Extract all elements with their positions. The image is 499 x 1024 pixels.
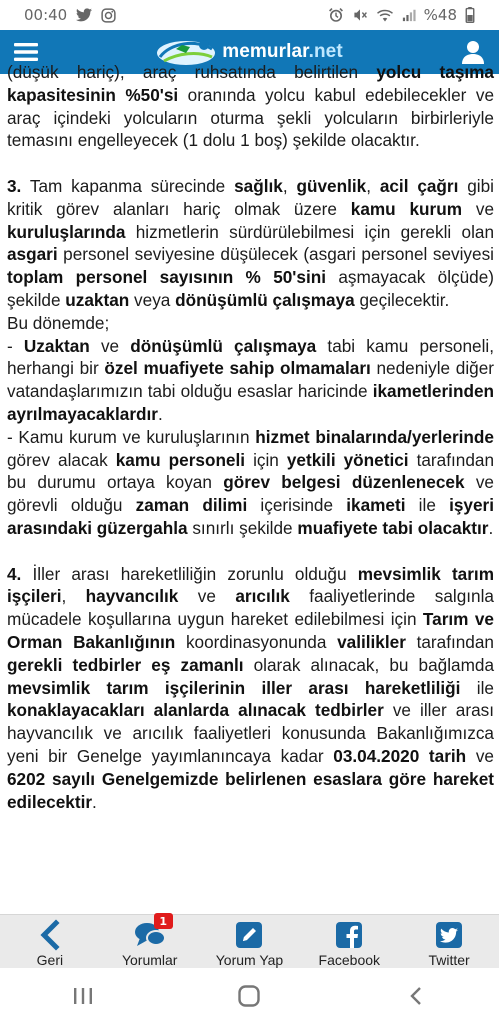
bold-text: ikameti: [346, 495, 406, 516]
text: veya: [129, 289, 176, 310]
alarm-icon: [328, 7, 344, 23]
text: (düşük hariç), araç ruhsatında belirtilen: [7, 62, 377, 82]
bold-text: 03.04.2020 tarih: [333, 745, 467, 766]
bold-text: dönüşümlü çalışmaya: [175, 289, 355, 310]
text: aşmayacak ölçüde) şekilde: [7, 267, 495, 310]
text: nedeniyle diğer vatandaşlarımızın tabi olduğu esaslar haricinde: [7, 358, 494, 402]
nav-comments-button[interactable]: [100, 915, 200, 969]
text: .: [92, 791, 97, 812]
text: hizmetlerin sürdürülebilmesi için gerekli olan: [125, 221, 494, 242]
nav-facebook-button[interactable]: [299, 915, 399, 969]
battery-icon: [465, 7, 475, 23]
bold-text: kamu kurum: [350, 198, 463, 219]
text: .: [157, 403, 163, 424]
article-content: [7, 61, 494, 836]
status-time: 00:40: [24, 6, 68, 24]
article-paragraph: [7, 335, 494, 426]
text: ve: [89, 335, 131, 356]
hamburger-menu-icon: [14, 42, 38, 62]
bold-text: özel muafiyete sahip olmamaları: [104, 358, 371, 379]
text: görev alacak: [7, 449, 116, 470]
bold-text: dönüşümlü çalışmaya: [130, 335, 317, 356]
bold-text: ikametlerinden ayrılmayacaklardır: [7, 381, 494, 424]
bold-text: işyeri arasındaki güzergahla: [7, 495, 495, 538]
text: sınırlı şekilde: [187, 517, 298, 538]
bold-text: mevsimlik tarım işçilerinin iller arası hareketliliği: [7, 677, 461, 698]
bold-text: yetkili yönetici: [286, 449, 409, 470]
text: geçilecektir.: [354, 289, 450, 310]
nav-write-comment-label: Yorum Yap: [215, 952, 284, 968]
home-button[interactable]: [219, 976, 279, 1016]
text: - Kamu kurum ve kuruluşlarının: [7, 426, 256, 447]
bold-text: gerekli tedbirler eş zamanlı: [7, 654, 244, 675]
text: ,: [61, 586, 86, 607]
text: ile: [460, 677, 494, 698]
text: faaliyetlerinde salgınla mücadele koşullarına uygun hareket edilebilmesi için: [7, 586, 494, 630]
text: içerisinde: [247, 495, 347, 516]
text: oranında yolcu kabul edebilecekler ve araç içindeki yolcuların oturma şekli yolcuların birbirleriyle temasını engelleyecek (1 dolu 1 boş) şekilde olacaktır.: [7, 84, 494, 151]
bold-text: yolcu taşıma kapasitesinin %50'si: [7, 62, 494, 105]
twitter-icon: [435, 921, 463, 949]
text: ,: [366, 175, 380, 196]
system-navigation-bar: [0, 968, 499, 1024]
text: ve: [462, 198, 495, 219]
text: .: [488, 517, 494, 538]
recent-apps-button[interactable]: [53, 976, 113, 1016]
text: ve iller arası hayvancılık ve arıcılık faaliyetleri konusunda Bakanlığımızca yeni bir Genelge yayımlanıncaya kadar: [7, 700, 494, 766]
bold-text: Tarım ve Orman Bakanlığının: [7, 609, 494, 652]
comments-count-badge: 1: [154, 913, 173, 929]
status-bar: [0, 0, 499, 30]
home-icon: [237, 985, 261, 1007]
nav-back-label: Geri: [36, 952, 64, 968]
text: tarafından: [405, 631, 494, 652]
bold-text: güvenlik: [296, 175, 367, 196]
bold-text: muafiyete tabi olacaktır: [297, 517, 489, 538]
article-paragraph: [7, 426, 494, 540]
nav-twitter-button[interactable]: [399, 915, 499, 969]
bold-text: görev belgesi düzenlenecek: [223, 472, 465, 493]
twitter-icon: [76, 8, 92, 22]
bold-text: sağlık: [234, 175, 283, 196]
text: tabi kamu personeli, herhangi bir: [7, 335, 495, 379]
text: tarafından bu durumu ortaya koyan: [7, 449, 494, 493]
bold-text: kuruluşlarında: [7, 221, 126, 242]
bottom-navigation: [0, 914, 499, 969]
bold-text: zaman dilimi: [135, 495, 248, 516]
bold-text: valilikler: [337, 631, 406, 652]
bold-text: arıcılık: [235, 586, 290, 607]
recent-apps-icon: [72, 986, 94, 1006]
article-paragraph: [7, 61, 494, 152]
bold-text: hizmet binalarında/yerlerinde: [255, 426, 494, 447]
nav-twitter-label: Twitter: [428, 952, 470, 968]
wifi-icon: [376, 8, 394, 23]
nav-back-button[interactable]: [0, 915, 100, 969]
bold-text: mevsimlik tarım işçileri: [7, 563, 494, 607]
bold-text: konaklayacakları alanlarda alınacak tedbirler: [7, 700, 384, 721]
text: ,: [282, 175, 297, 196]
mute-icon: [352, 7, 368, 23]
text: ve: [466, 745, 494, 766]
bold-text: hayvancılık: [85, 586, 179, 607]
nav-facebook-label: Facebook: [318, 952, 381, 968]
text: gibi kritik görev alanları hariç olmak üzere: [7, 175, 494, 219]
bold-text: acil çağrı: [379, 175, 459, 196]
back-arrow-icon: [38, 921, 62, 949]
text: olarak alınacak, bu bağlamda: [243, 654, 495, 675]
text: için: [245, 449, 287, 470]
text: koordinasyonunda: [175, 631, 338, 652]
text: ve: [178, 586, 236, 607]
logo-text: memurlar.net: [222, 41, 343, 62]
bold-text: uzaktan: [65, 289, 130, 310]
nav-write-comment-button[interactable]: [200, 915, 300, 969]
bold-text: 4.: [7, 563, 22, 584]
facebook-icon: [335, 921, 363, 949]
text: -: [7, 335, 24, 356]
text: Bu dönemde;: [7, 312, 110, 333]
bold-text: kamu personeli: [115, 449, 246, 470]
article-paragraph: [7, 563, 494, 814]
bold-text: 3.: [7, 175, 22, 196]
battery-percent: %48: [423, 6, 457, 24]
article-paragraph: [7, 312, 494, 335]
article-paragraph: [7, 175, 494, 312]
bold-text: Uzaktan: [23, 335, 90, 356]
back-icon: [408, 986, 424, 1006]
bold-text: 6202 sayılı Genelgemizde belirlenen esaslara göre hareket edilecektir: [7, 768, 494, 812]
text: ile: [405, 495, 450, 516]
article-body: [0, 62, 499, 914]
bold-text: asgari: [7, 244, 58, 265]
system-back-button[interactable]: [386, 976, 446, 1016]
edit-pencil-icon: [235, 921, 263, 949]
instagram-icon: [101, 8, 116, 23]
nav-comments-label: Yorumlar: [121, 952, 178, 968]
text: ve görevli olduğu: [7, 472, 494, 516]
text: İller arası hareketliliğin zorunlu olduğu: [21, 563, 358, 584]
bold-text: toplam personel sayısının % 50'sini: [7, 267, 327, 288]
signal-icon: [402, 8, 416, 22]
text: Tam kapanma sürecinde: [21, 175, 235, 196]
text: personel seviyesine düşülecek (asgari personel seviyesi: [57, 244, 494, 265]
